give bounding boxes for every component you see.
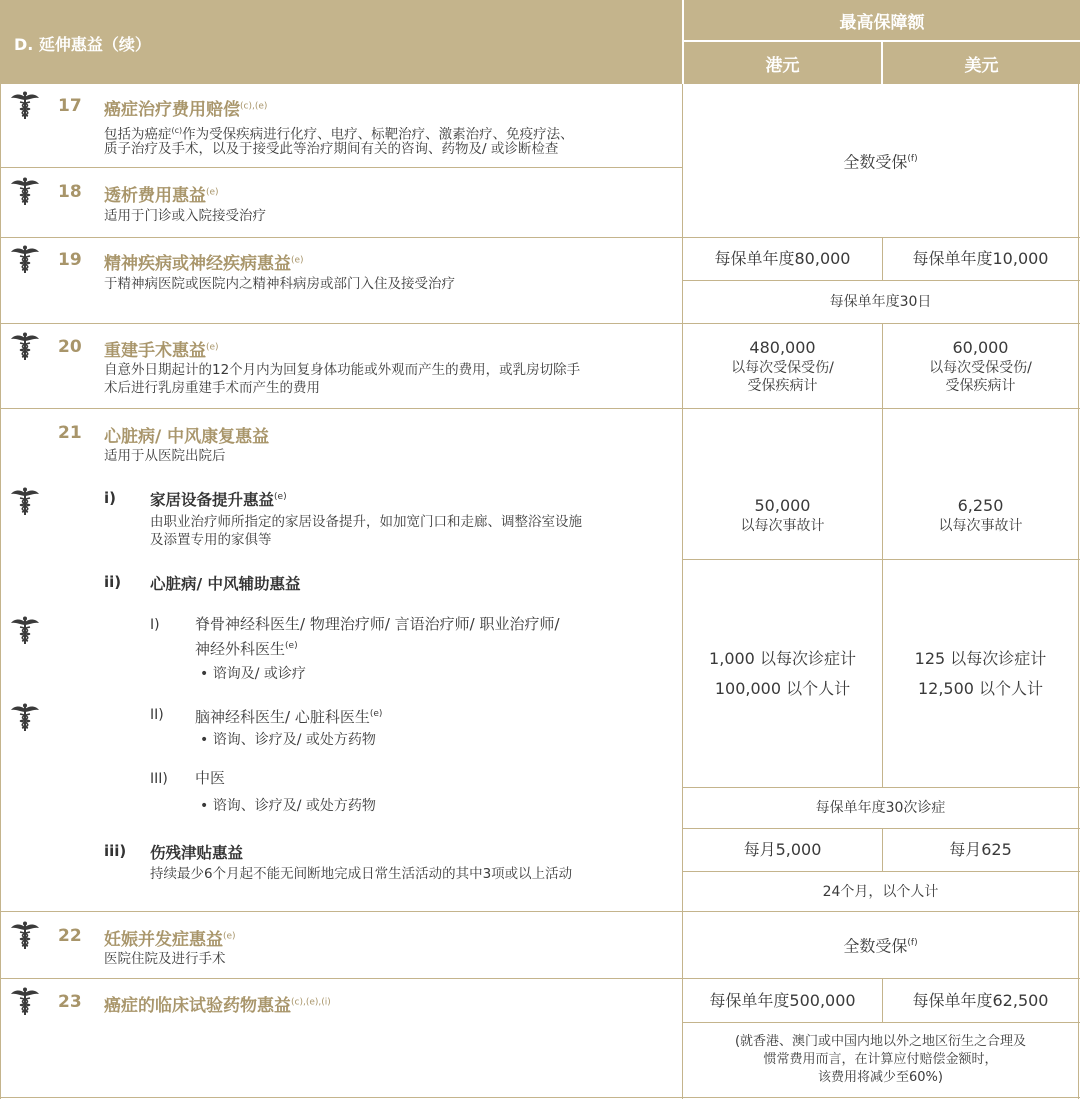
benefit-title-text: 妊娠并发症惠益 bbox=[104, 930, 223, 950]
amount: 1,000 以每次诊症计 bbox=[709, 648, 856, 668]
row-number: 19 bbox=[58, 250, 82, 270]
divider bbox=[0, 408, 1080, 409]
column-usd-text: 美元 bbox=[964, 55, 999, 76]
value-usd bbox=[883, 470, 1078, 559]
benefit-description: 质子治疗及手术，以及于接受此等治疗期间有关的咨询、药物及/ 或诊断检查 bbox=[104, 141, 559, 157]
amount: 50,000 bbox=[754, 495, 811, 515]
value-usd: 每月625 bbox=[949, 840, 1012, 859]
caduceus-icon bbox=[10, 920, 40, 950]
row-number: 23 bbox=[58, 992, 82, 1012]
footnote-ref: (e) bbox=[285, 641, 298, 651]
footnote-ref: (e) bbox=[274, 491, 287, 502]
benefit-title-text: 透析费用惠益 bbox=[104, 186, 206, 206]
item-bullet: • 谘询、诊疗及/ 或处方药物 bbox=[200, 798, 376, 814]
benefit-title-text: 精神疾病或神经疾病惠益 bbox=[104, 254, 291, 274]
divider bbox=[0, 167, 682, 168]
value-text: 全数受保 bbox=[843, 152, 908, 172]
value-shared: 每保单年度30次诊症 bbox=[815, 800, 946, 816]
value-usd bbox=[883, 324, 1078, 408]
sub-title bbox=[150, 488, 287, 510]
benefit-title-text: 重建手术惠益 bbox=[104, 341, 206, 361]
header-section-bar bbox=[0, 0, 682, 84]
note-line: 惯常费用而言，在计算应付赔偿金额时， bbox=[763, 1052, 998, 1067]
caduceus-icon bbox=[10, 702, 40, 732]
coverage-value bbox=[683, 85, 1078, 237]
benefit-title bbox=[104, 181, 219, 206]
item-text-part: 脑神经科医生/ 心脏科医生 bbox=[195, 708, 370, 726]
footnote-ref: (e) bbox=[206, 187, 219, 198]
note-line: 该费用将减少至60%) bbox=[818, 1070, 943, 1085]
value-note bbox=[683, 1023, 1078, 1097]
footnote-ref: (e) bbox=[206, 342, 219, 353]
caduceus-icon bbox=[10, 331, 40, 361]
row-number: 20 bbox=[58, 337, 82, 357]
item-text bbox=[195, 703, 382, 728]
benefit-title bbox=[104, 249, 304, 274]
coverage-value bbox=[683, 912, 1078, 978]
value-usd: 每保单年度10,000 bbox=[912, 249, 1049, 268]
amount-basis: 受保疾病计 bbox=[747, 378, 818, 394]
caduceus-icon bbox=[10, 176, 40, 206]
amount: 125 以每次诊症计 bbox=[914, 648, 1047, 668]
footnote-ref: (e) bbox=[369, 709, 383, 719]
amount-basis: 以每次受保受伤/ bbox=[731, 360, 834, 376]
row-number: 18 bbox=[58, 182, 82, 202]
amount: 6,250 bbox=[957, 495, 1004, 515]
note-line: (就香港、澳门或中国内地以外之地区衍生之合理及 bbox=[734, 1034, 1027, 1049]
column-hkd-text: 港元 bbox=[765, 55, 800, 76]
amount: 60,000 bbox=[952, 338, 1009, 357]
value-usd bbox=[883, 560, 1078, 787]
amount: 12,500 以个人计 bbox=[917, 678, 1044, 698]
item-number: I) bbox=[150, 617, 160, 633]
desc-text: 作为受保疾病进行化疗、电疗、标靶治疗、激素治疗、免疫疗法、 bbox=[182, 126, 574, 143]
sub-number: iii) bbox=[104, 842, 127, 860]
amount-basis: 受保疾病计 bbox=[945, 378, 1016, 394]
row-number: 21 bbox=[58, 423, 82, 443]
value-hkd bbox=[683, 560, 882, 787]
sub-number: ii) bbox=[104, 573, 122, 591]
caduceus-icon bbox=[10, 244, 40, 274]
sub-description: 及添置专用的家俱等 bbox=[150, 532, 272, 548]
value-hkd bbox=[683, 324, 882, 408]
value-shared: 24个月，以个人计 bbox=[822, 883, 939, 900]
footnote-ref: (c),(e) bbox=[240, 101, 268, 112]
caduceus-icon bbox=[10, 486, 40, 516]
amount: 100,000 以个人计 bbox=[714, 678, 851, 698]
benefit-description: 术后进行乳房重建手术而产生的费用 bbox=[104, 380, 320, 396]
item-number: III) bbox=[150, 771, 168, 787]
divider bbox=[0, 1097, 1080, 1098]
item-number: II) bbox=[150, 707, 164, 723]
sub-description: 由职业治疗师所指定的家居设备提升，如加宽门口和走廊、调整浴室设施 bbox=[150, 514, 582, 530]
item-bullet: • 谘询、诊疗及/ 或处方药物 bbox=[200, 732, 376, 748]
benefit-title bbox=[104, 95, 267, 120]
benefit-title-text: 癌症治疗费用赔偿 bbox=[104, 100, 240, 120]
value-usd: 每保单年度62,500 bbox=[912, 990, 1049, 1010]
footnote-ref: (e) bbox=[291, 255, 304, 266]
benefit-description: 适用于门诊或入院接受治疗 bbox=[104, 208, 266, 224]
amount-basis: 以每次受保受伤/ bbox=[929, 360, 1032, 376]
item-text-part: 神经外科医生 bbox=[195, 640, 286, 658]
benefit-title bbox=[104, 925, 236, 950]
column-hkd bbox=[684, 42, 881, 84]
benefit-description: 适用于从医院出院后 bbox=[104, 448, 226, 464]
value-hkd: 每保单年度80,000 bbox=[714, 249, 851, 268]
amount: 480,000 bbox=[749, 338, 816, 357]
coverage-title bbox=[684, 0, 1080, 40]
benefit-title bbox=[104, 991, 331, 1016]
row-number: 17 bbox=[58, 96, 82, 116]
sub-number: i) bbox=[104, 489, 116, 507]
sub-title: 伤残津贴惠益 bbox=[150, 844, 244, 862]
value-shared: 每保单年度30日 bbox=[829, 294, 932, 310]
benefit-title-text: 癌症的临床试验药物惠益 bbox=[104, 996, 291, 1016]
footnote-ref: (f) bbox=[907, 154, 918, 165]
value-hkd bbox=[683, 470, 882, 559]
desc-text: 包括为癌症 bbox=[104, 126, 172, 143]
amount-basis: 以每次事故计 bbox=[740, 517, 825, 534]
item-text: 脊骨神经科医生/ 物理治疗师/ 言语治疗师/ 职业治疗师/ bbox=[195, 615, 560, 633]
value-hkd: 每保单年度500,000 bbox=[709, 990, 856, 1010]
caduceus-icon bbox=[10, 986, 40, 1016]
section-title: D. 延伸惠益（续） bbox=[14, 35, 151, 54]
row-number: 22 bbox=[58, 926, 82, 946]
item-text bbox=[195, 635, 298, 660]
benefit-description: 于精神病医院或医院内之精神科病房或部门入住及接受治疗 bbox=[104, 276, 455, 292]
footnote-ref: (f) bbox=[907, 938, 918, 949]
sub-description: 持续最少6个月起不能无间断地完成日常生活活动的其中3项或以上活动 bbox=[150, 866, 573, 882]
benefit-description: 医院住院及进行手术 bbox=[104, 951, 226, 967]
item-text: 中医 bbox=[195, 769, 226, 787]
sub-title-text: 家居设备提升惠益 bbox=[150, 491, 275, 509]
value-hkd: 每月5,000 bbox=[743, 840, 822, 859]
item-bullet: • 谘询及/ 或诊疗 bbox=[200, 666, 306, 682]
caduceus-icon bbox=[10, 90, 40, 120]
footnote-ref: (c),(e),(i) bbox=[291, 997, 331, 1008]
caduceus-icon bbox=[10, 615, 40, 645]
amount-basis: 以每次事故计 bbox=[938, 517, 1023, 534]
sub-title: 心脏病/ 中风辅助惠益 bbox=[150, 575, 301, 593]
value-text: 全数受保 bbox=[843, 936, 908, 956]
column-usd bbox=[883, 42, 1080, 84]
coverage-title-text: 最高保障额 bbox=[839, 12, 925, 33]
benefit-title bbox=[104, 336, 219, 361]
footnote-ref: (c) bbox=[171, 126, 183, 135]
benefit-title: 心脏病/ 中风康复惠益 bbox=[104, 427, 270, 447]
footnote-ref: (e) bbox=[223, 931, 236, 942]
benefit-description: 自意外日期起计的12个月内为回复身体功能或外观而产生的费用，或乳房切除手 bbox=[104, 362, 581, 378]
